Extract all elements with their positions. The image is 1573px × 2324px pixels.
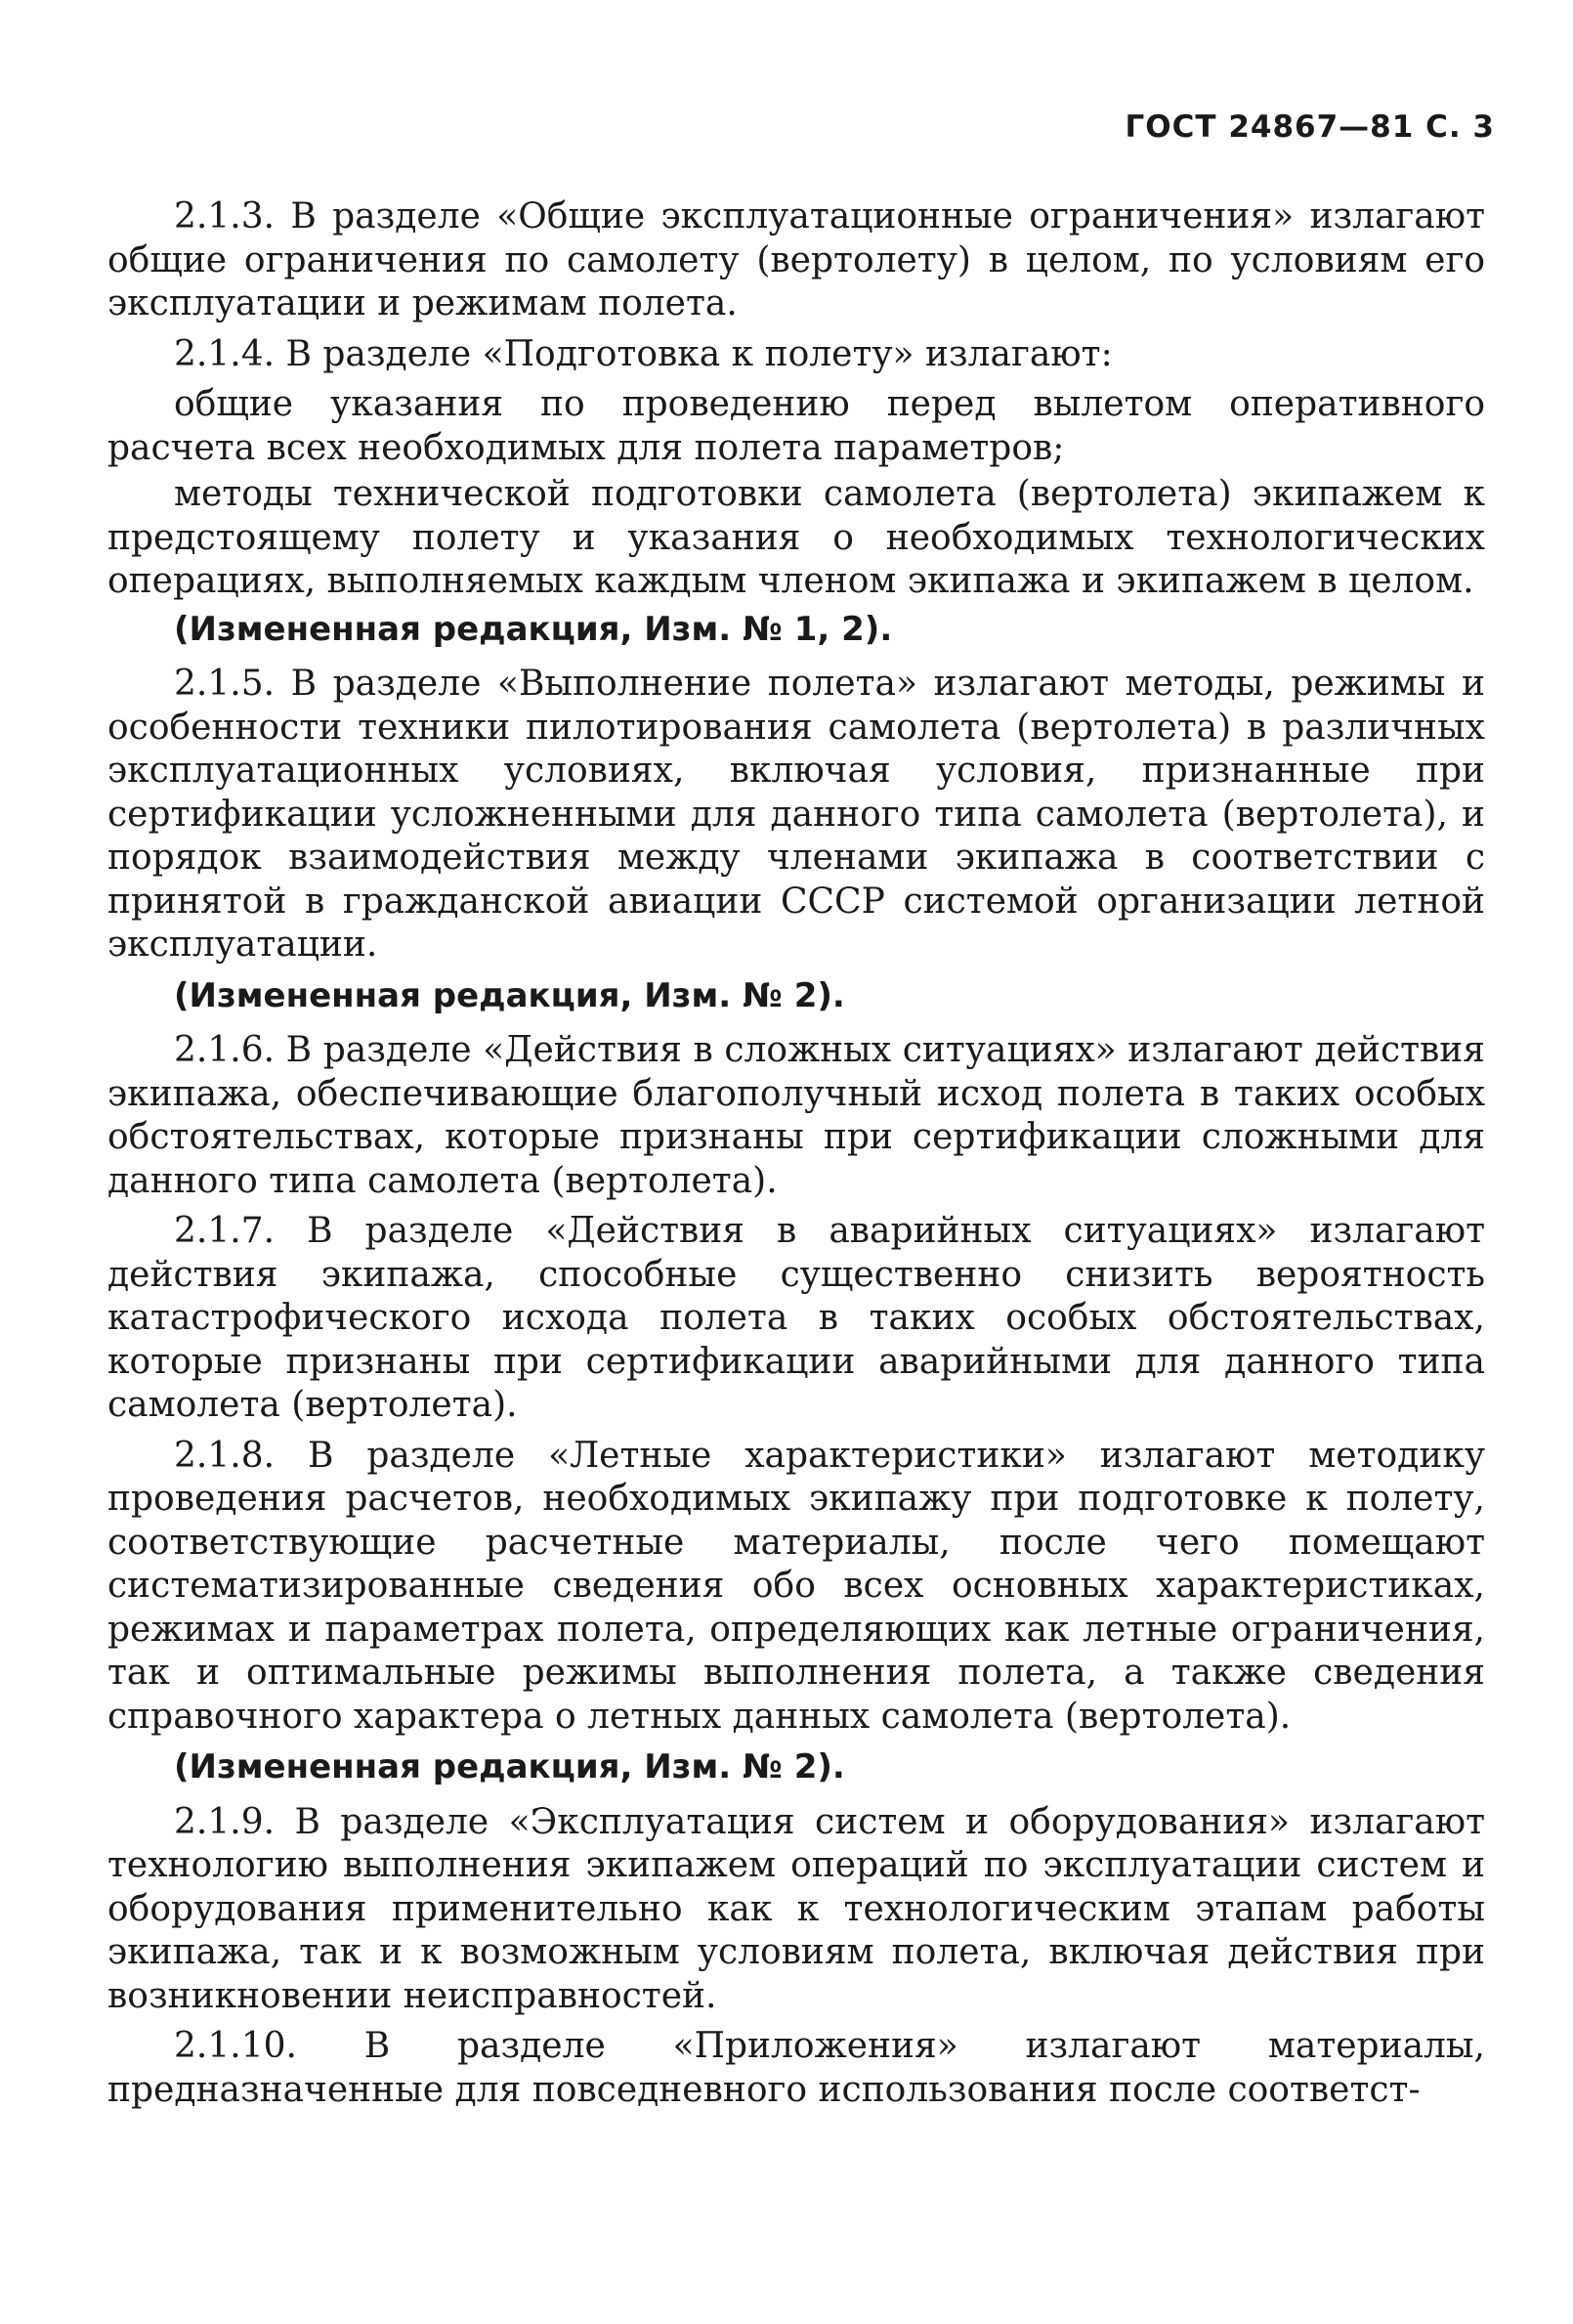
amendment-note: (Измененная редакция, Изм. № 2).	[174, 1747, 845, 1786]
paragraph-2-1-4-item-2: методы технической подготовки самолета (вертолета) экипажем к предстоящему полету и указания о необходимых технологических операциях, выполняемых каждым членом экипажа и экипажем в целом.	[107, 474, 1485, 601]
document-body	[107, 195, 1485, 2119]
page-header: ГОСТ 24867—81 С. 3	[1125, 109, 1495, 145]
paragraph-2-1-9: 2.1.9. В разделе «Эксплуатация систем и оборудования» излагают технологию выполнения экипажем операций по эксплуатации систем и оборудования применительно как к технологическим этапам работы экипажа, так и к возможным условиям полета, включая действия при возникновении неисправностей.	[107, 1801, 1485, 2016]
paragraph-2-1-8: 2.1.8. В разделе «Летные характеристики» излагают методику проведения расчетов, необходимых экипажу при подготовке к полету, соответствующие расчетные материалы, после чего помещают систематизированные сведения обо всех основных характеристиках, режимах и параметрах полета, определяющих как летные ограничения, так и оптимальные режимы выполнения полета, а также сведения справочного характера о летных данных самолета (вертолета).	[107, 1435, 1485, 1737]
paragraph-2-1-4: 2.1.4. В разделе «Подготовка к полету» излагают:	[174, 333, 1113, 374]
paragraph-2-1-5: 2.1.5. В разделе «Выполнение полета» излагают методы, режимы и особенности техники пилотирования самолета (вертолета) в различных эксплуатационных условиях, включая условия, признанные при сертификации усложненными для данного типа самолета (вертолета), и порядок взаимодействия между членами экипажа в соответствии с принятой в гражданской авиации СССР системой организации летной эксплуатации.	[107, 664, 1485, 965]
amendment-note: (Измененная редакция, Изм. № 2).	[174, 975, 845, 1015]
paragraph-2-1-6: 2.1.6. В разделе «Действия в сложных ситуациях» излагают действия экипажа, обеспечивающие благополучный исход полета в таких особых обстоятельствах, которые признаны при сертификации сложными для данного типа самолета (вертолета).	[107, 1030, 1485, 1201]
paragraph-2-1-3: 2.1.3. В разделе «Общие эксплуатационные ограничения» излагают общие ограничения по самолету (вертолету) в целом, по условиям его эксплуатации и режимам полета.	[107, 196, 1485, 323]
paragraph-2-1-10: 2.1.10. В разделе «Приложения» излагают материалы, предназначенные для повседневного использования после соответст-	[107, 2026, 1485, 2110]
paragraph-2-1-7: 2.1.7. В разделе «Действия в аварийных ситуациях» излагают действия экипажа, способные существенно снизить вероятность катастрофического исхода полета в таких особых обстоятельствах, которые признаны при сертификации аварийными для данного типа самолета (вертолета).	[107, 1211, 1485, 1425]
amendment-note: (Измененная редакция, Изм. № 1, 2).	[174, 609, 893, 649]
paragraph-2-1-4-item-1: общие указания по проведению перед вылетом оперативного расчета всех необходимых для полета параметров;	[107, 384, 1485, 468]
